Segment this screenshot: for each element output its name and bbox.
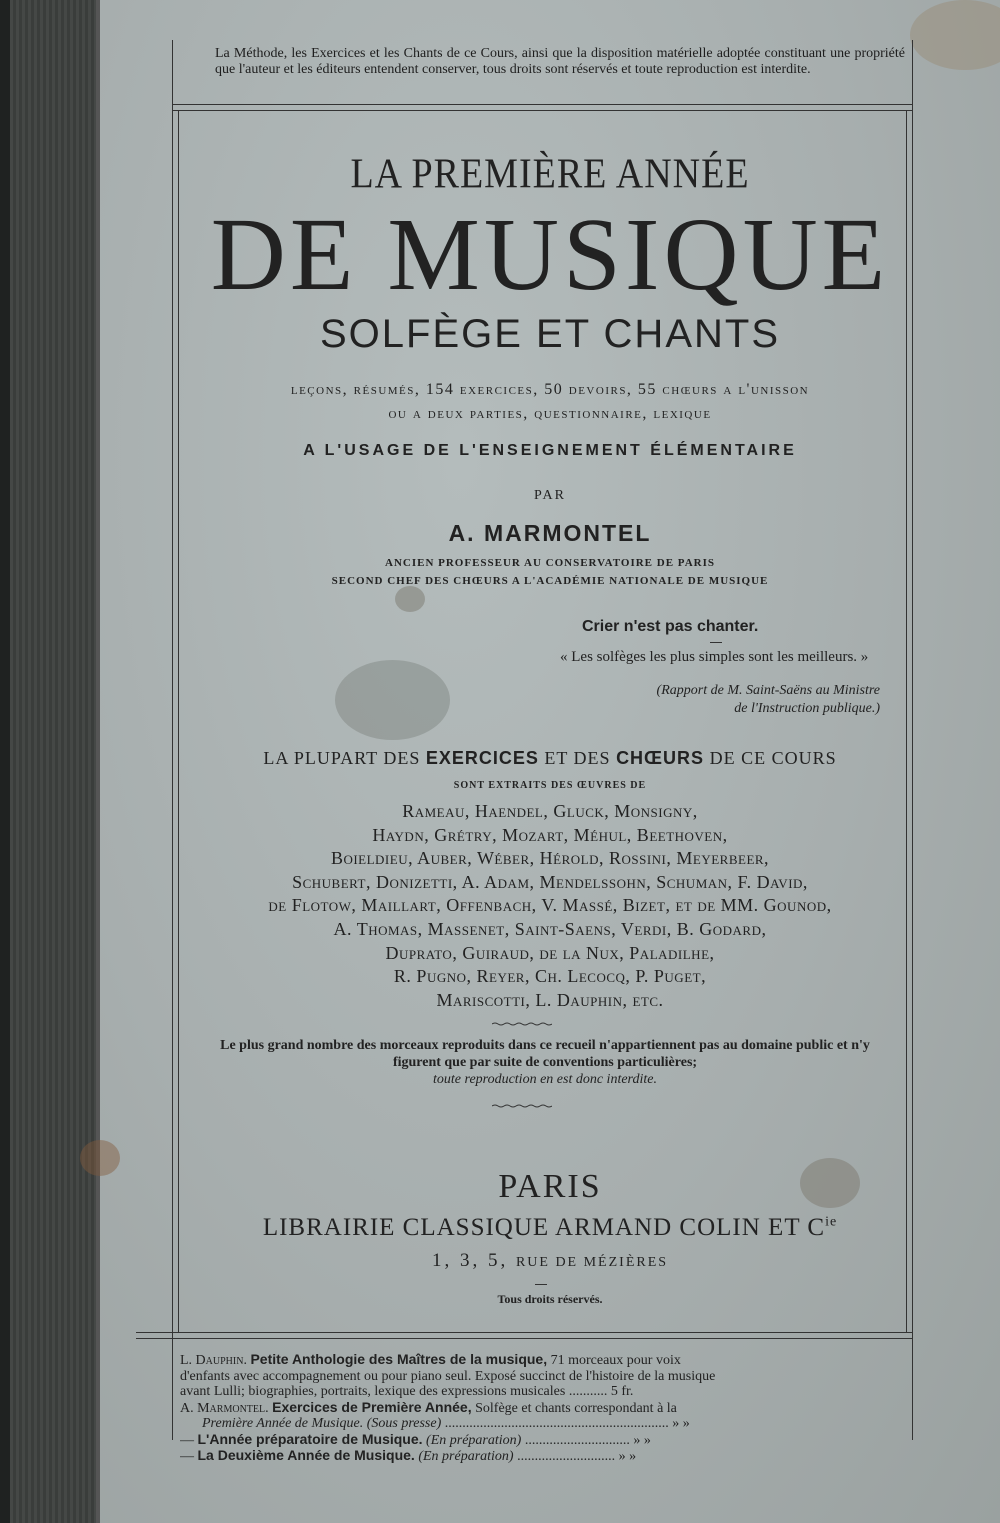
contents-description [100, 378, 1000, 426]
ad-desc: avant Lulli; biographies, portraits, lexique des expressions musicales [180, 1384, 566, 1399]
subtitle: SOLFÈGE ET CHANTS [319, 312, 780, 356]
stain [910, 0, 1000, 70]
ad-prefix: — [180, 1449, 198, 1464]
title-main: DE MUSIQUE [210, 197, 890, 312]
composer-list [100, 800, 1000, 1012]
frame-top-rule-2 [172, 110, 912, 111]
ad-line [180, 1352, 890, 1369]
composer-line: de Flotow, Maillart, Offenbach, V. Massé, Bizet, et de MM. Gounod, [268, 895, 832, 916]
ad-desc: 71 morceaux pour voix [547, 1353, 681, 1368]
motto: Crier n'est pas chanter. [582, 618, 759, 635]
publisher-sup: ie [825, 1214, 838, 1230]
address [100, 1250, 1000, 1272]
composer-line: Haydn, Grétry, Mozart, Méhul, Beethoven, [372, 824, 728, 845]
copyright-notice: La Méthode, les Exercices et les Chants de ce Cours, ainsi que la disposition matérielle adoptée constituant une propriété que l'auteur et les éditeurs entendent conserver, tous droits sont réservés et toute reproduction est interdite. [215, 46, 905, 77]
ad-title: Petite Anthologie des Maîtres de la musique, [250, 1352, 548, 1367]
quote-source-line-2: de l'Instruction publique.) [734, 701, 880, 716]
heading-middle: ET DES [538, 748, 617, 768]
composer-line: R. Pugno, Reyer, Ch. Lecocq, P. Puget, [393, 966, 707, 987]
address-dash [535, 1284, 547, 1285]
quote-source [570, 682, 880, 718]
ad-prefix: — [180, 1432, 198, 1448]
quote: « Les solfèges les plus simples sont les meilleurs. » [560, 649, 869, 665]
title-line-1: LA PREMIÈRE ANNÉE [350, 150, 750, 198]
frame-bottom-rule [136, 1332, 912, 1333]
par-label: PAR [534, 488, 566, 503]
ornament-wave-bottom [492, 1104, 552, 1108]
usage-line: A L'USAGE DE L'ENSEIGNEMENT ÉLÉMENTAIRE [303, 442, 797, 459]
ad-line: avant Lulli; biographies, portraits, lexique des expressions musicales ........... 5 fr. [180, 1384, 634, 1399]
heading-exercices: EXERCICES [425, 748, 539, 768]
composer-line: Mariscotti, L. Dauphin, etc. [436, 989, 664, 1010]
advertisement-list [180, 1352, 890, 1465]
ad-line [180, 1369, 890, 1385]
motto-dash [710, 642, 722, 643]
ad-desc: d'enfants avec accompagnement ou pour piano seul. Exposé succinct de l'histoire de la musique [180, 1368, 716, 1384]
city: PARIS [498, 1168, 602, 1205]
frame-top-rule [172, 104, 912, 105]
publisher [100, 1214, 1000, 1242]
composer-line: Duprato, Guiraud, de la Nux, Paladilhe, [385, 942, 715, 963]
ad-desc: Solfège et chants correspondant à la [471, 1400, 677, 1416]
ad-author: L. Dauphin. [180, 1353, 247, 1368]
cover-board [100, 0, 1000, 1523]
ad-title: Exercices de Première Année, [272, 1399, 472, 1415]
ad-line: Première Année de Musique. (Sous presse) ................................................................ » » [202, 1416, 690, 1431]
address-numbers: 1, 3, 5, [431, 1250, 509, 1271]
ad-title: L'Année préparatoire de Musique. [197, 1431, 423, 1447]
notice-text: Le plus grand nombre des morceaux reproduits dans ce recueil n'appartiennent pas au domaine public et n'y figurent que par suite de conventions particulières; [220, 1038, 870, 1070]
cloth-spine [10, 0, 102, 1523]
frame-bottom-rule-2 [136, 1338, 912, 1339]
ad-line [180, 1400, 890, 1417]
heading-suffix: DE CE COURS [704, 748, 837, 768]
ad-price: 5 fr. [610, 1384, 634, 1399]
ad-title: La Deuxième Année de Musique. [197, 1448, 415, 1463]
publisher-name: LIBRAIRIE CLASSIQUE ARMAND COLIN ET C [262, 1214, 826, 1241]
notice-italic: toute reproduction en est donc interdite. [433, 1072, 657, 1087]
composer-line: A. Thomas, Massenet, Saint-Saens, Verdi, B. Godard, [333, 918, 767, 939]
excerpts-heading [100, 748, 1000, 769]
heading-prefix: LA PLUPART DES [263, 748, 426, 768]
composer-line: Rameau, Haendel, Gluck, Monsigny, [402, 801, 698, 821]
heading-choeurs: CHŒURS [616, 748, 705, 768]
ad-line: — L'Année préparatoire de Musique. (En préparation) .............................. » » [180, 1431, 651, 1448]
ad-price: » » [618, 1449, 637, 1464]
author-name: A. MARMONTEL [448, 520, 652, 546]
ad-price: » » [672, 1416, 690, 1431]
author-title-1: ANCIEN PROFESSEUR AU CONSERVATOIRE DE PARIS [385, 557, 715, 569]
ad-line: — La Deuxième Année de Musique. (En préparation) ............................ » » [180, 1448, 637, 1464]
ad-italic: (En préparation) [422, 1432, 522, 1448]
composer-line: Boieldieu, Auber, Wéber, Hérold, Rossini, Meyerbeer, [330, 848, 770, 869]
stain [335, 660, 450, 740]
ad-italic: Première Année de Musique. (Sous presse) [202, 1416, 442, 1431]
ad-price: » » [633, 1432, 651, 1448]
contents-line-2: ou a deux parties, questionnaire, lexique [388, 405, 712, 422]
author-title-2: SECOND CHEF DES CHŒURS A L'ACADÉMIE NATIONALE DE MUSIQUE [331, 575, 769, 587]
ad-italic: (En préparation) [414, 1449, 514, 1464]
reproduction-notice [215, 1037, 875, 1088]
ornament-wave-top [492, 1022, 552, 1026]
composer-line: Schubert, Donizetti, A. Adam, Mendelssohn, Schuman, F. David, [292, 871, 808, 892]
contents-line-1: leçons, résumés, 154 exercices, 50 devoirs, 55 chœurs a l'unisson [290, 381, 810, 398]
rights-reserved: Tous droits réservés. [497, 1292, 603, 1306]
excerpts-subheading: SONT EXTRAITS DES ŒUVRES DE [453, 780, 647, 791]
address-street: RUE DE MÉZIÈRES [515, 1255, 669, 1270]
quote-source-line-1: (Rapport de M. Saint-Saëns au Ministre [656, 683, 880, 698]
author-titles [100, 554, 1000, 590]
ad-author: A. Marmontel. [180, 1400, 269, 1416]
